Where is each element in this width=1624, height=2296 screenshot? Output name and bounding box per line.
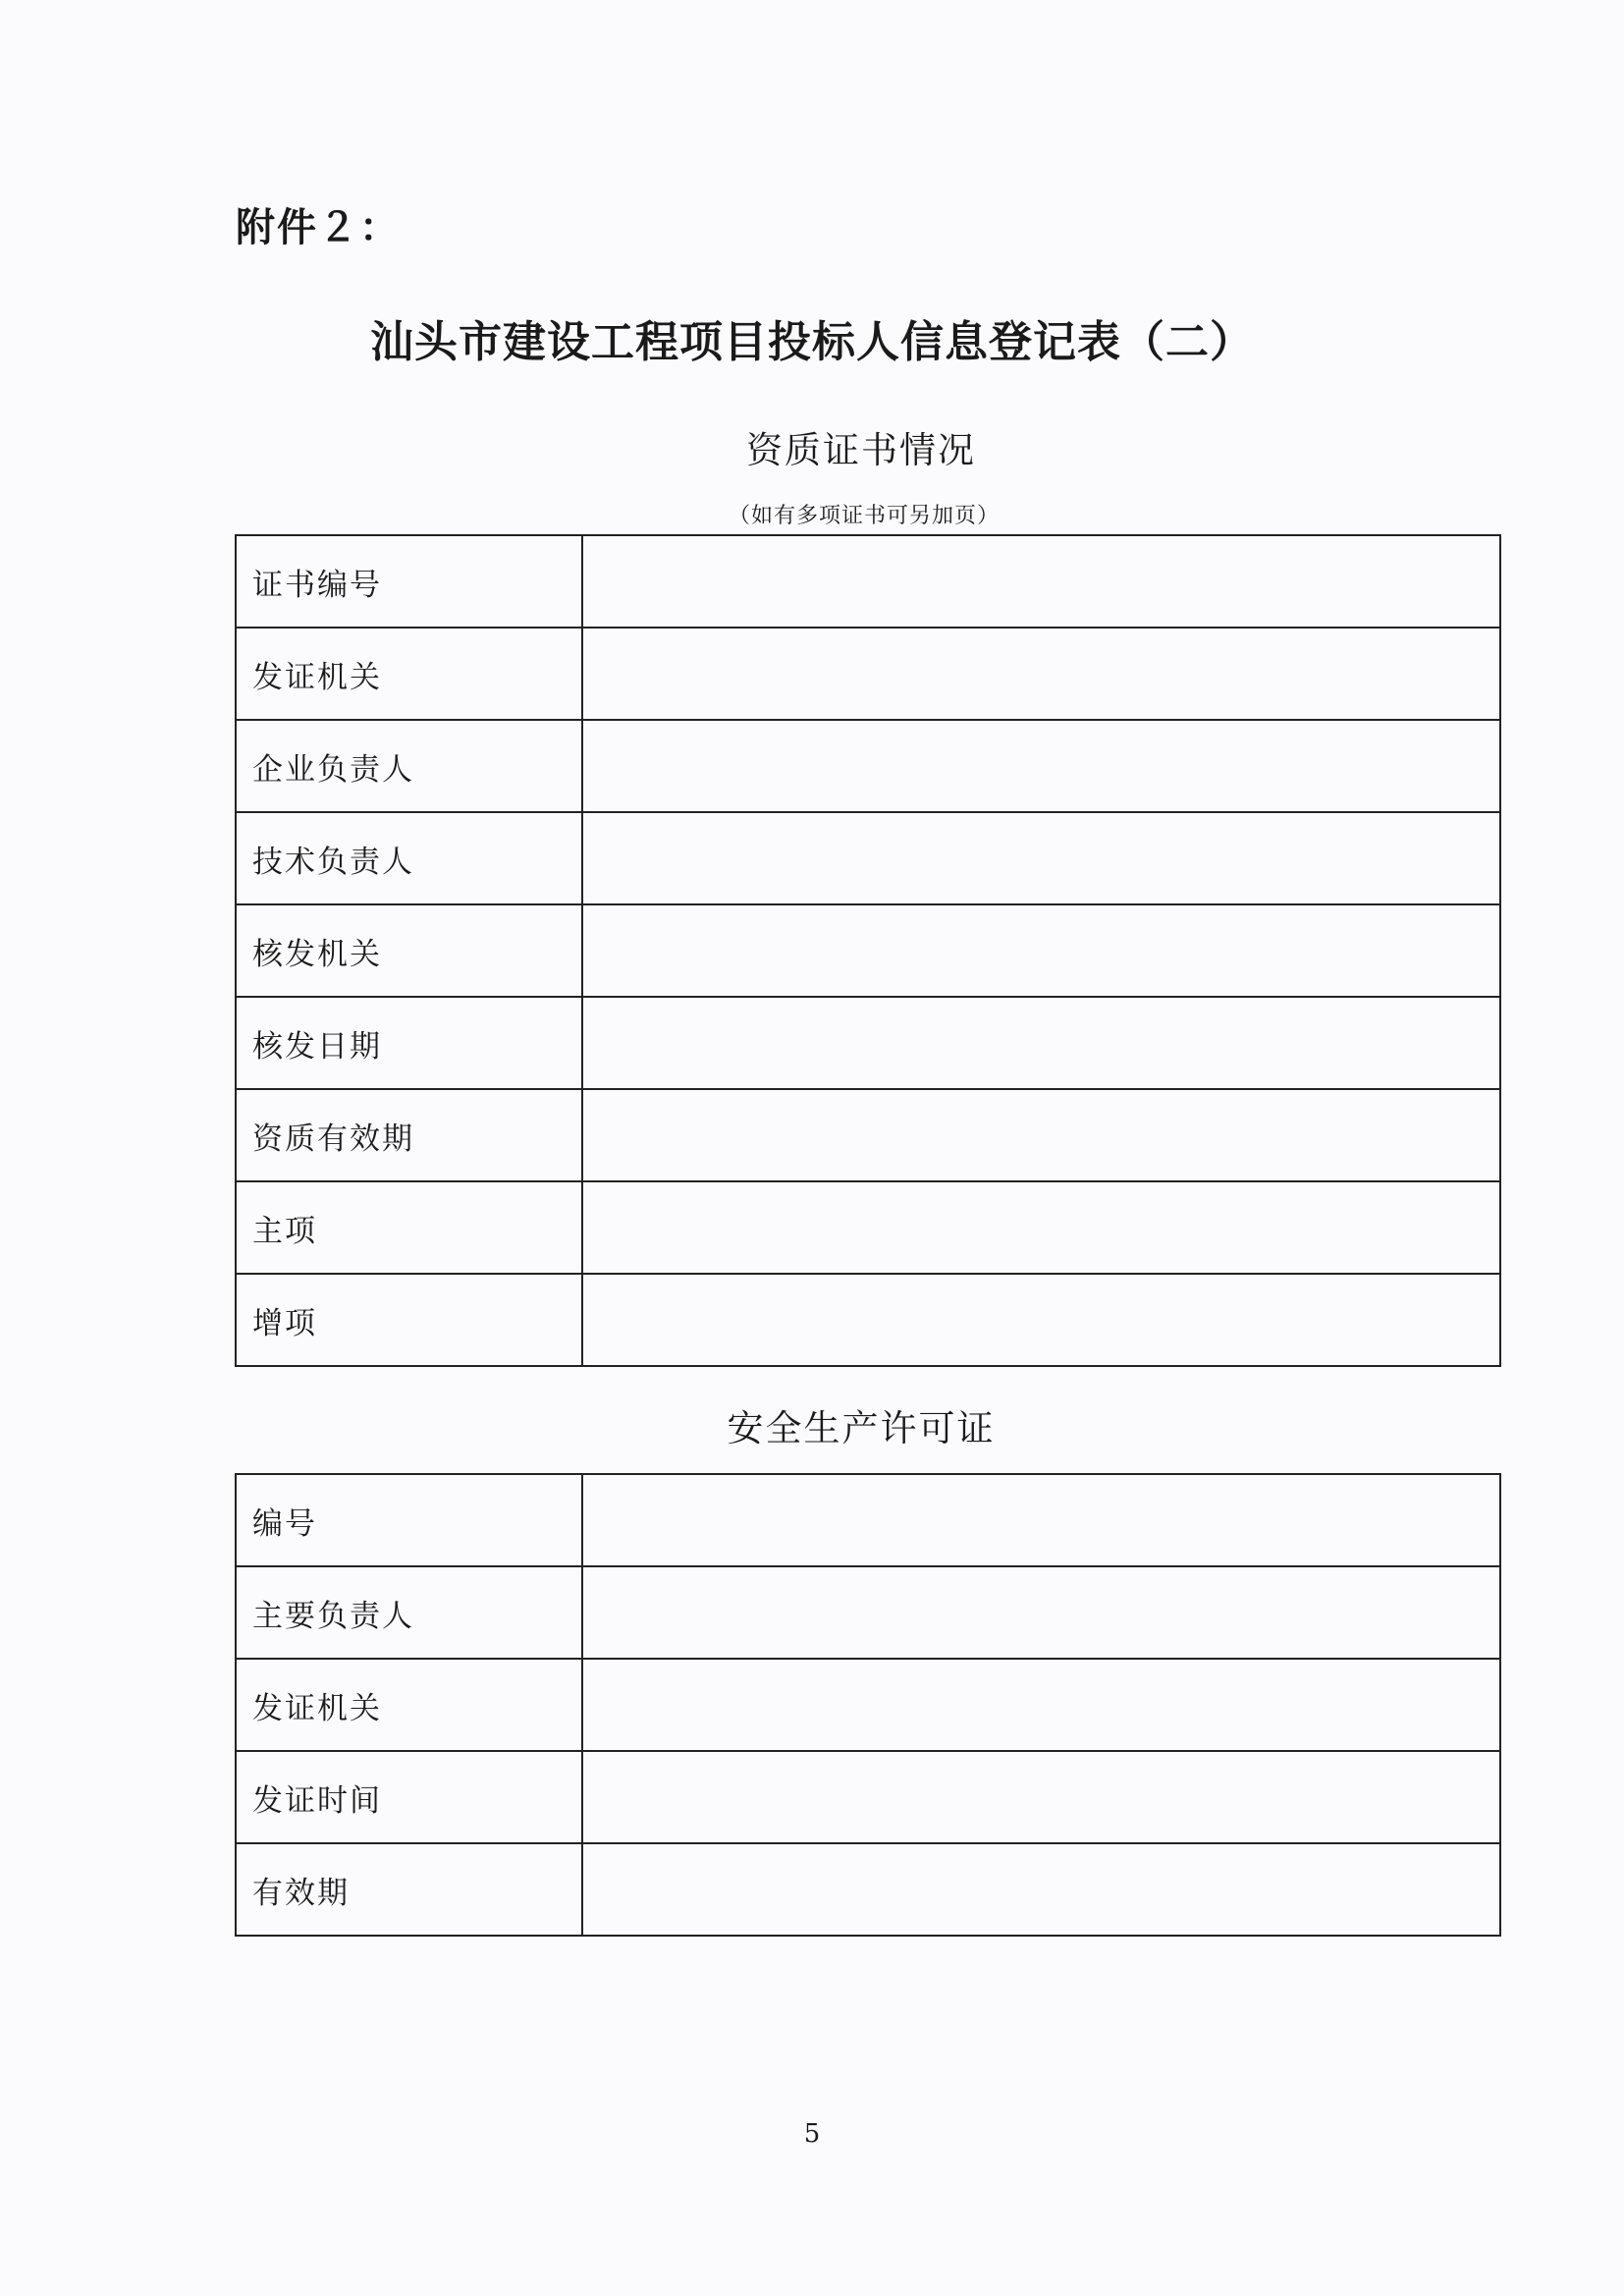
- field-value[interactable]: [582, 535, 1500, 628]
- field-value[interactable]: [582, 1843, 1500, 1936]
- field-label: 资质有效期: [236, 1089, 582, 1181]
- field-label: 核发日期: [236, 997, 582, 1089]
- field-value[interactable]: [582, 1659, 1500, 1751]
- field-label: 发证时间: [236, 1751, 582, 1843]
- safety-license-table: [235, 1473, 1501, 1937]
- field-value[interactable]: [582, 1089, 1500, 1181]
- table-row: [236, 1089, 1500, 1181]
- table-row: [236, 1474, 1500, 1566]
- field-value[interactable]: [582, 1181, 1500, 1274]
- field-value[interactable]: [582, 1566, 1500, 1659]
- table-row: [236, 628, 1500, 720]
- page-number: 5: [803, 2119, 821, 2149]
- table-row: [236, 720, 1500, 812]
- field-value[interactable]: [582, 1274, 1500, 1366]
- table-row: [236, 812, 1500, 904]
- field-label: 发证机关: [236, 628, 582, 720]
- field-label: 证书编号: [236, 535, 582, 628]
- table-row: [236, 904, 1500, 997]
- field-label: 技术负责人: [236, 812, 582, 904]
- safety-license-heading: 安全生产许可证: [727, 1407, 996, 1449]
- table-row: [236, 997, 1500, 1089]
- qualification-heading: 资质证书情况: [746, 429, 976, 471]
- field-label: 企业负责人: [236, 720, 582, 812]
- field-label: 主项: [236, 1181, 582, 1274]
- table-row: [236, 1181, 1500, 1274]
- field-value[interactable]: [582, 904, 1500, 997]
- field-label: 发证机关: [236, 1659, 582, 1751]
- qualification-table: [235, 534, 1501, 1367]
- field-value[interactable]: [582, 720, 1500, 812]
- field-label: 增项: [236, 1274, 582, 1366]
- table-row: [236, 1659, 1500, 1751]
- field-label: 主要负责人: [236, 1566, 582, 1659]
- form-title: 汕头市建设工程项目投标人信息登记表（二）: [370, 317, 1254, 367]
- attachment-label: 附件２：: [236, 205, 401, 250]
- field-label: 核发机关: [236, 904, 582, 997]
- field-label: 编号: [236, 1474, 582, 1566]
- field-value[interactable]: [582, 1474, 1500, 1566]
- table-row: [236, 1751, 1500, 1843]
- field-label: 有效期: [236, 1843, 582, 1936]
- table-row: [236, 535, 1500, 628]
- table-row: [236, 1843, 1500, 1936]
- field-value[interactable]: [582, 997, 1500, 1089]
- field-value[interactable]: [582, 628, 1500, 720]
- field-value[interactable]: [582, 812, 1500, 904]
- table-row: [236, 1274, 1500, 1366]
- table-row: [236, 1566, 1500, 1659]
- qualification-note: （如有多项证书可另加页）: [728, 504, 1000, 528]
- field-value[interactable]: [582, 1751, 1500, 1843]
